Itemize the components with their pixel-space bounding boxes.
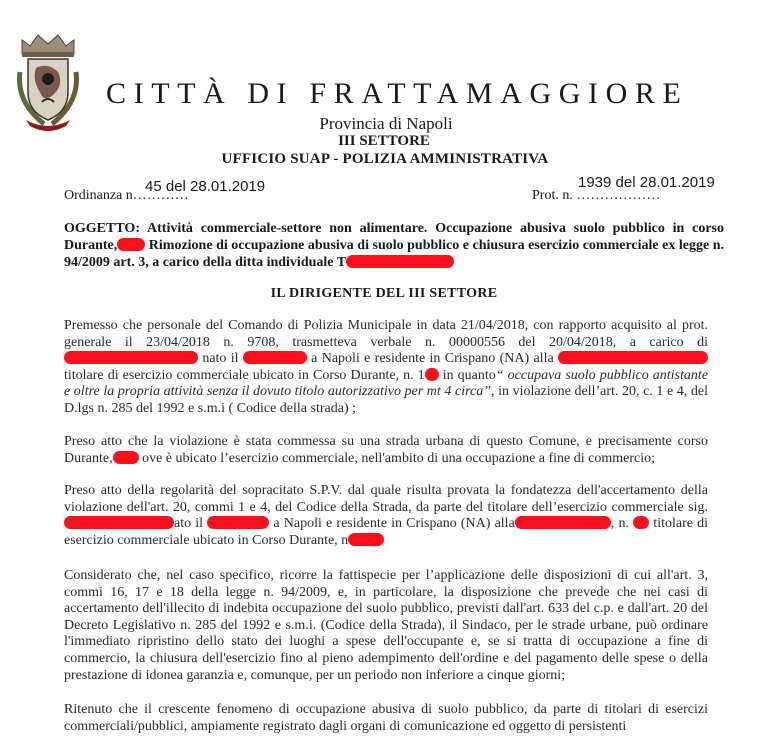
ordinanza-value: 45 del 28.01.2019 bbox=[145, 178, 266, 195]
paragraph-text: nato il bbox=[198, 351, 239, 367]
subject-text-1: OGGETTO: Attività commerciale-settore non alimentare. Occupazione abusiva suolo pubblico in corso Durante, bbox=[64, 221, 724, 253]
city-title: CITTÀ DI FRATTAMAGGIORE bbox=[106, 77, 689, 110]
redaction-mark bbox=[117, 238, 145, 251]
paragraph-text: titolare di esercizio commerciale ubicato in Corso Durante, n. 1 bbox=[64, 367, 425, 383]
paragraph-text: a Napoli e residente in Crispano (NA) alla bbox=[269, 516, 515, 532]
redaction-mark bbox=[348, 533, 384, 546]
paragraph-ritenuto: Ritenuto che il crescente fenomeno di occupazione abusiva di suolo pubblico, da parte di titolari di esercizi commerciali/pubblici, ampiamente registrato dagli organi di comunicazione ed oggetto di persistenti bbox=[64, 702, 708, 734]
protocol-label: Prot. n. ……………… bbox=[532, 188, 661, 203]
redaction-mark bbox=[515, 516, 611, 529]
paragraph-quote: “ occupava suolo pubblico antistante e oltre la propria attività senza il dovuto titolo autorizzativo per mt 4 circa” bbox=[64, 367, 708, 400]
subject-block bbox=[64, 220, 724, 271]
paragraph-text: ato il bbox=[174, 516, 204, 532]
redaction-mark bbox=[558, 351, 708, 364]
sector-label: III SETTORE bbox=[338, 133, 430, 149]
redaction-mark bbox=[113, 451, 139, 464]
ordinanza-label: Ordinanza n………… bbox=[64, 188, 189, 203]
office-label: UFFICIO SUAP - POLIZIA AMMINISTRATIVA bbox=[221, 151, 549, 167]
redaction-mark bbox=[64, 516, 174, 529]
paragraph-text: in quanto bbox=[438, 367, 496, 383]
paragraph-text: a Napoli e residente in Crispano (NA) alla bbox=[306, 351, 554, 367]
redaction-mark bbox=[64, 351, 198, 364]
protocol-value: 1939 del 28.01.2019 bbox=[578, 174, 715, 191]
redaction-mark bbox=[207, 516, 269, 529]
paragraph-preso-atto-1 bbox=[64, 434, 708, 467]
paragraph-text: , n. bbox=[610, 516, 629, 532]
paragraph-text: Preso atto che la violazione è stata commessa su una strada urbana di questo Comune, e precisamente corso Durante, bbox=[64, 434, 708, 466]
paragraph-text: Premesso che personale del Comando di Polizia Municipale in data 21/04/2018, con rapporto acquisito al prot. generale il 23/04/2018 n. 9708, trasmetteva verbale n. 00000556 del 20/04/2018, a carico di bbox=[64, 318, 708, 350]
subject-text-2: Rimozione di occupazione abusiva di suolo pubblico e chiusura esercizio commerciale ex legge n. 94/2009 art. 3, a carico della ditta individuale T bbox=[64, 238, 724, 270]
paragraph-text: Preso atto della regolarità del sopracitato S.P.V. dal quale risulta provata la fondatezza dell'accertamento della violazione dell'art. 20, commi 1 e 4, del Codice della Strada, da parte del titolare dell’esercizio commerciale sig. bbox=[64, 483, 708, 515]
redaction-mark bbox=[425, 368, 439, 381]
paragraph-text: titolare di esercizio commerciale ubicato in Corso Durante, n bbox=[64, 516, 709, 548]
paragraph-preso-atto-2 bbox=[64, 483, 708, 549]
redaction-mark bbox=[633, 516, 649, 529]
paragraph-text: , in violazione dell’art. 20, c. 1 e 4, del D.lgs n. 285 del 1992 e s.m.i ( Codice della strada) ; bbox=[64, 384, 708, 416]
redaction-mark bbox=[243, 351, 307, 364]
redaction-mark bbox=[346, 255, 454, 268]
paragraph-premesso bbox=[64, 318, 708, 418]
province-label: Provincia di Napoli bbox=[319, 114, 453, 133]
paragraph-considerato: Considerato che, nel caso specifico, ricorre la fattispecie per l’applicazione delle disposizioni di cui all'art. 3, commi 16, 17 e 18 della legge n. 94/2009, e, in particolare, la disposizione che prevede che nei casi di accertamento dell'illecito di indebita occupazione del suolo pubblico, previsti dall'art. 633 del c.p. e dall'art. 20 del Decreto Legislativo n. 285 del 1992 e s.m.i. (Codice della Strada), il Sindaco, per le strade urbane, può ordinare l'immediato ripristino dello stato dei luoghi a spese dell'occupante e, se si tratta di occupazione a fine di commercio, la chiusura dell'esercizio fino al pieno adempimento dell'ordine e del pagamento delle spese o della prestazione di idonea garanzia e, comunque, per un periodo non inferiore a cinque giorni; bbox=[64, 568, 708, 683]
paragraph-text: nell'ambito di una occupazione a fine di commercio; bbox=[357, 450, 656, 466]
section-title: IL DIRIGENTE DEL III SETTORE bbox=[270, 286, 498, 301]
paragraph-text: ove è ubicato l’esercizio commerciale, bbox=[138, 450, 358, 466]
